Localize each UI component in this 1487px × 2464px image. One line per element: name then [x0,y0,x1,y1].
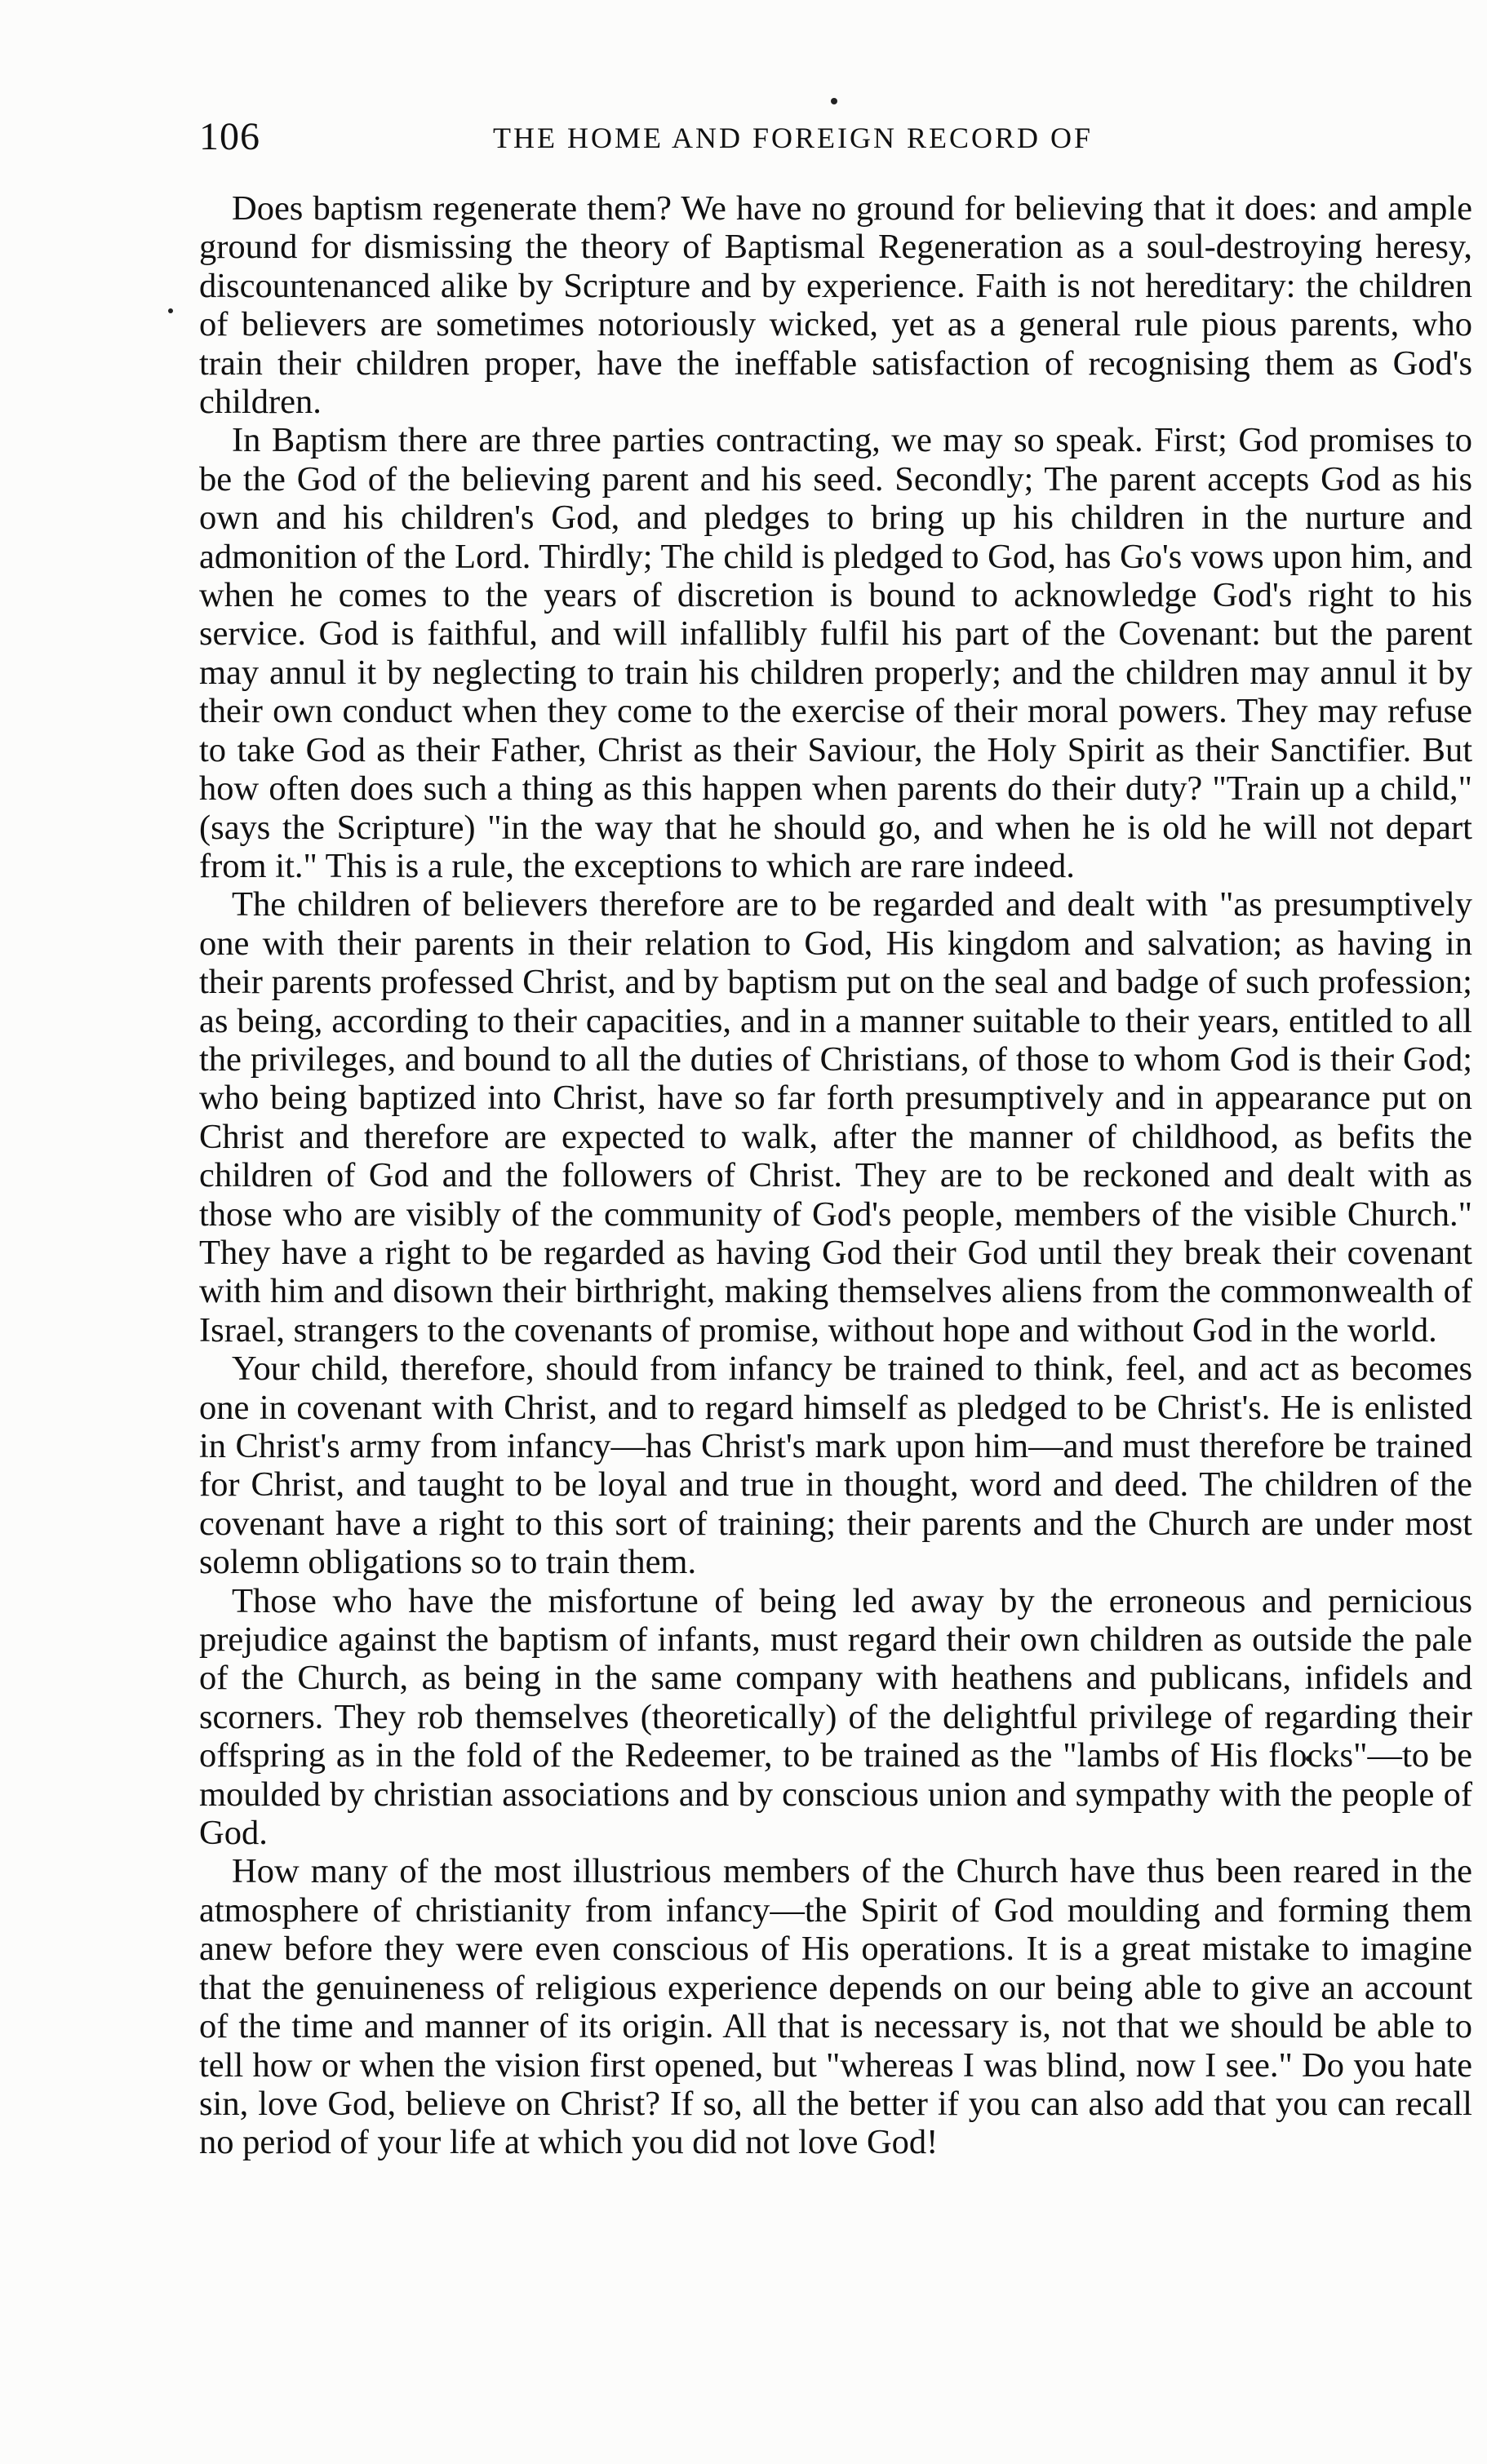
running-title: THE HOME AND FOREIGN RECORD OF [493,122,1094,154]
print-speck [168,308,173,313]
paragraph: Does baptism regenerate them? We have no ground for believing that it does: and ample ground for dismissing the theory of Baptismal Regeneration as a soul-destroying heresy, discountenanced alike by Scripture and by experience. Faith is not hereditary: the children of believers are sometimes notoriously wicked, yet as a general rule pious parents, who train their children proper, have the ineffable satisfaction of recognising them as God's children. [199,189,1472,422]
paragraph: Those who have the misfortune of being led away by the erroneous and pernicious prejudice against the baptism of infants, must regard their own children as outside the pale of the Church, as being in the same company with heathens and publicans, infidels and scorners. They rob themselves (theoretically) of the delightful privilege of regarding their offspring as in the fold of the Redeemer, to be trained as the "lambs of His flocks"—to be moulded by christian associations and by conscious union and sympathy with the people of God. [199,1581,1472,1853]
article-body [199,189,1472,2162]
paragraph: In Baptism there are three parties contracting, we may so speak. First; God promises to be the God of the believing parent and his seed. Secondly; The parent accepts God as his own and his children's God, and pledges to bring up his children in the nurture and admonition of the Lord. Thirdly; The child is pledged to God, has Go's vows upon him, and when he comes to the years of discretion is bound to acknowledge God's right to his service. God is faithful, and will infallibly fulfil his part of the Covenant: but the parent may annul it by neglecting to train his children properly; and the children may annul it by their own conduct when they come to the exercise of their moral powers. They may refuse to take God as their Father, Christ as their Saviour, the Holy Spirit as their Sanctifier. But how often does such a thing as this happen when parents do their duty? "Train up a child," (says the Scripture) "in the way that he should go, and when he is old he will not depart from it." This is a rule, the exceptions to which are rare indeed. [199,421,1472,885]
print-speck [831,98,837,104]
paragraph: The children of believers therefore are to be regarded and dealt with "as presumptively one with their parents in their relation to God, His kingdom and salvation; as having in their parents professed Christ, and by baptism put on the seal and badge of such profession; as being, according to their capacities, and in a manner suitable to their years, entitled to all the privileges, and bound to all the duties of Christians, of those to whom God is their God; who being baptized into Christ, have so far forth presumptively and in appearance put on Christ and therefore are expected to walk, after the manner of childhood, as befits the children of God and the followers of Christ. They are to be reckoned and dealt with as those who are visibly of the community of God's people, members of the visible Church." They have a right to be regarded as having God their God until they break their covenant with him and disown their birthright, making themselves aliens from the commonwealth of Israel, strangers to the covenants of promise, without hope and without God in the world. [199,885,1472,1349]
page-number: 106 [199,115,260,158]
paragraph: Your child, therefore, should from infancy be trained to think, feel, and act as becomes one in covenant with Christ, and to regard himself as pledged to be Christ's. He is enlisted in Christ's army from infancy—has Christ's mark upon him—and must therefore be trained for Christ, and taught to be loyal and true in thought, word and deed. The children of the covenant have a right to this sort of training; their parents and the Church are under most solemn obligations so to train them. [199,1349,1472,1582]
paragraph: How many of the most illustrious members of the Church have thus been reared in the atmosphere of christianity from infancy—the Spirit of God moulding and forming them anew before they were even conscious of His operations. It is a great mistake to imagine that the genuineness of religious experience depends on our being able to give an account of the time and manner of its origin. All that is necessary is, not that we should be able to tell how or when the vision first opened, but "whereas I was blind, now I see." Do you hate sin, love God, believe on Christ? If so, all the better if you can also add that you can recall no period of your life at which you did not love God! [199,1852,1472,2162]
running-head [199,114,1472,163]
